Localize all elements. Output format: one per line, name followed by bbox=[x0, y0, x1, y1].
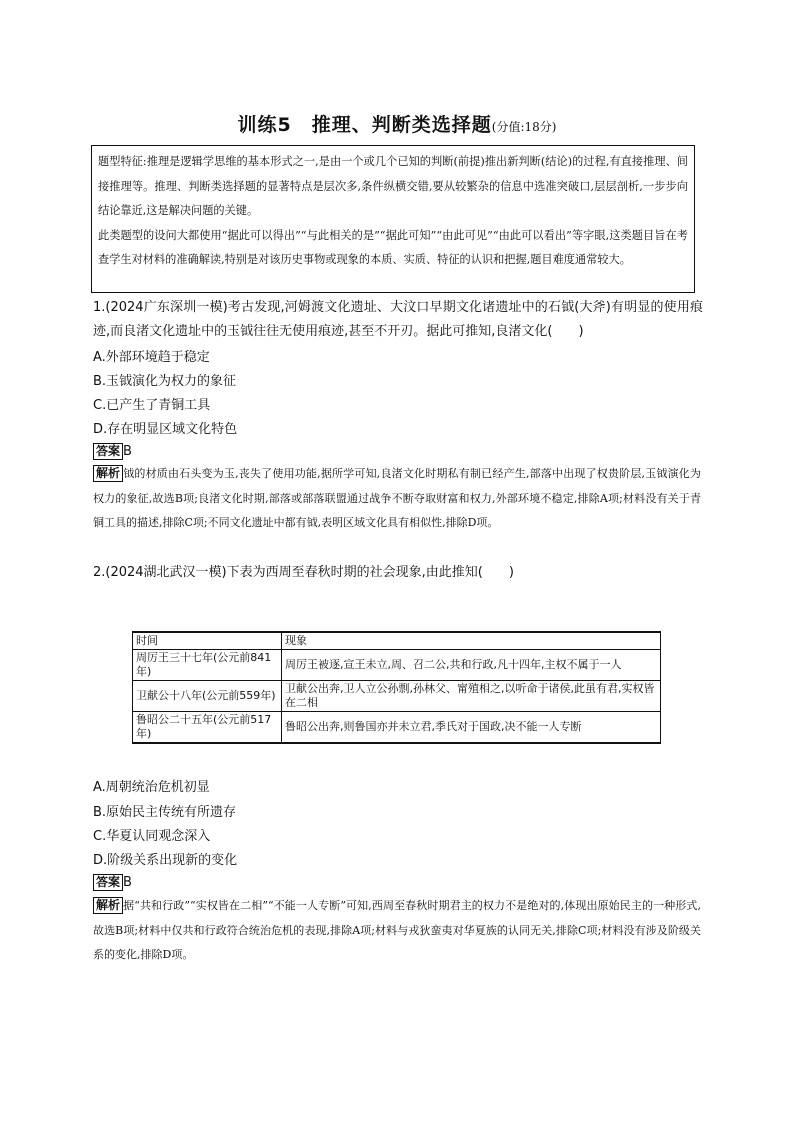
table-row bbox=[133, 681, 661, 712]
analysis-text: 据“共和行政”“实权皆在二相”“不能一人专断”可知,西周至春秋时期君主的权力不是绝对的,体现出原始民主的一种形式,故选B项;材料中仅共和行政符合统治危机的表现,排除A项;材料与戎狄蛮夷对华夏族的认同无关,排除C项;材料没有涉及阶级关系的变化,排除D项。 bbox=[93, 899, 701, 961]
table-header-row bbox=[133, 632, 661, 650]
answer-value: B bbox=[123, 875, 132, 890]
question-2-option-d: D.阶级关系出现新的变化 bbox=[93, 853, 238, 868]
analysis-tag: 解析 bbox=[93, 465, 123, 482]
title-main: 训练5 推理、判断类选择题 bbox=[237, 114, 492, 136]
table-row bbox=[133, 650, 661, 681]
table-row bbox=[133, 712, 661, 744]
question-1-analysis bbox=[93, 462, 701, 536]
table-header-time: 时间 bbox=[133, 632, 282, 650]
question-1-answer bbox=[93, 443, 132, 460]
table-cell-phenomenon: 卫献公出奔,卫人立公孙剽,孙林父、甯殖相之,以听命于诸侯,此虽有君,实权皆在二相 bbox=[282, 681, 661, 712]
title-score: (分值:18分) bbox=[491, 120, 557, 134]
analysis-tag: 解析 bbox=[93, 897, 123, 914]
question-1 bbox=[93, 296, 703, 344]
question-1-option-c: C.已产生了青铜工具 bbox=[93, 398, 211, 413]
answer-tag: 答案 bbox=[93, 443, 123, 460]
analysis-text: 钺的材质由石头变为玉,丧失了使用功能,据所学可知,良渚文化时期私有制已经产生,部落中出现了权贵阶层,玉钺演化为权力的象征,故选B项;良渚文化时期,部落或部落联盟通过战争不断夺取财富和权力,外部环境不稳定,排除A项;材料没有关于青铜工具的描述,排除C项;不同文化遗址中都有钺,表明区域文化具有相似性,排除D项。 bbox=[93, 467, 702, 529]
question-2-analysis bbox=[93, 894, 701, 968]
table-cell-phenomenon: 周厉王被逐,宣王未立,周、召二公,共和行政,凡十四年,主权不属于一人 bbox=[282, 650, 661, 681]
table-header-phenomenon: 现象 bbox=[282, 632, 661, 650]
question-2 bbox=[93, 561, 703, 585]
question-type-intro-box bbox=[91, 145, 695, 293]
history-table bbox=[132, 631, 661, 744]
question-2-option-b: B.原始民主传统有所遗存 bbox=[93, 805, 237, 820]
question-1-option-d: D.存在明显区域文化特色 bbox=[93, 422, 238, 437]
question-1-stem: 1.(2024广东深圳一模)考古发现,河姆渡文化遗址、大汶口早期文化诸遗址中的石钺(大斧)有明显的使用痕迹,而良渚文化遗址中的玉钺往往无使用痕迹,甚至不开刃。据此可推知,良渚文化( ) bbox=[93, 300, 703, 339]
intro-paragraph-1: 题型特征:推理是逻辑学思维的基本形式之一,是由一个或几个已知的判断(前提)推出新判断(结论)的过程,有直接推理、间接推理等。推理、判断类选择题的显著特点是层次多,条件纵横交错,要从较繁杂的信息中选准突破口,层层剖析,一步步向结论靠近,这是解决问题的关键。 bbox=[98, 155, 688, 217]
intro-paragraph-2: 此类题型的设问大都使用“据此可以得出”“与此相关的是”“据此可知”“由此可见”“由此可以看出”等字眼,这类题目旨在考查学生对材料的准确解读,特别是对该历史事物或现象的本质、实质、特征的认识和把握,题目难度通常较大。 bbox=[98, 228, 688, 266]
question-2-stem: 2.(2024湖北武汉一模)下表为西周至春秋时期的社会现象,由此推知( ) bbox=[93, 565, 514, 580]
table-cell-time: 周厉王三十七年(公元前841年) bbox=[133, 650, 282, 681]
question-1-option-b: B.玉钺演化为权力的象征 bbox=[93, 374, 237, 389]
question-2-option-c: C.华夏认同观念深入 bbox=[93, 829, 211, 844]
answer-tag: 答案 bbox=[93, 874, 123, 891]
table-cell-time: 鲁昭公二十五年(公元前517年) bbox=[133, 712, 282, 744]
question-2-answer bbox=[93, 874, 132, 891]
question-1-option-a: A.外部环境趋于稳定 bbox=[93, 350, 210, 365]
table-cell-phenomenon: 鲁昭公出奔,则鲁国亦并未立君,季氏对于国政,决不能一人专断 bbox=[282, 712, 661, 744]
table-cell-time: 卫献公十八年(公元前559年) bbox=[133, 681, 282, 712]
answer-value: B bbox=[123, 444, 132, 459]
page-title bbox=[0, 110, 794, 137]
question-2-option-a: A.周朝统治危机初显 bbox=[93, 780, 210, 795]
